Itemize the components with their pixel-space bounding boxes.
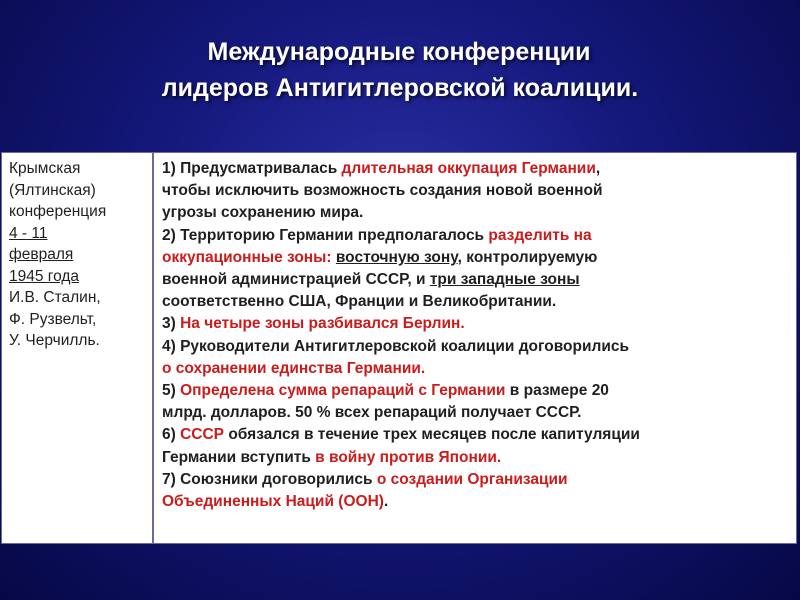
decision-line: Объединенных Наций (ООН). [162, 493, 389, 511]
conference-date-line: 4 - 11 [9, 224, 48, 242]
decision-line: 4) Руководители Антигитлеровской коалиции договорились [162, 337, 630, 355]
decision-line: оккупационные зоны: восточную зону, контролируемую [162, 248, 598, 266]
decisions-cell [154, 153, 796, 543]
conference-table [1, 152, 797, 544]
decision-line: 1) Предусматривалась длительная оккупация Германии, [162, 160, 601, 177]
conference-date-line: февраля [9, 246, 74, 263]
decision-line: 7) Союзники договорились о создании Организации [162, 470, 568, 488]
decision-line: 2) Территорию Германии предполагалось разделить на [162, 226, 592, 244]
decision-line: 6) СССР обязался в течение трех месяцев после капитуляции [162, 426, 640, 444]
decision-line: млрд. долларов. 50 % всех репараций получает СССР. [162, 404, 582, 422]
conference-name-line: (Ялтинская) [9, 181, 96, 199]
conference-name-line: Крымская [9, 160, 81, 177]
title-line-2: лидеров Антигитлеровской коалиции. [161, 74, 639, 102]
slide-footer-background [0, 544, 800, 600]
decision-line: о сохранении единства Германии. [162, 359, 426, 377]
participant-name: Ф. Рузвельт, [9, 310, 97, 328]
decision-line: Германии вступить в войну против Японии. [162, 448, 502, 466]
conference-date-line: 1945 года [9, 267, 80, 285]
decision-line: 5) Определена сумма репараций с Германии в размере 20 [162, 382, 609, 400]
conference-name-line: конференция [9, 203, 107, 220]
decision-line: военной администрацией СССР, и три западные зоны [162, 271, 580, 289]
participant-name: У. Черчилль. [9, 332, 100, 349]
slide-title [0, 34, 800, 106]
title-line-1: Международные конференции [207, 38, 591, 66]
decision-line: чтобы исключить возможность создания новой военной [162, 182, 603, 200]
decision-line: 3) На четыре зоны разбивался Берлин. [162, 315, 465, 333]
conference-info-cell [2, 153, 154, 543]
decision-line: соответственно США, Франции и Великобритании. [162, 293, 557, 311]
decision-line: угрозы сохранению мира. [162, 204, 364, 222]
participant-name: И.В. Сталин, [9, 289, 101, 306]
